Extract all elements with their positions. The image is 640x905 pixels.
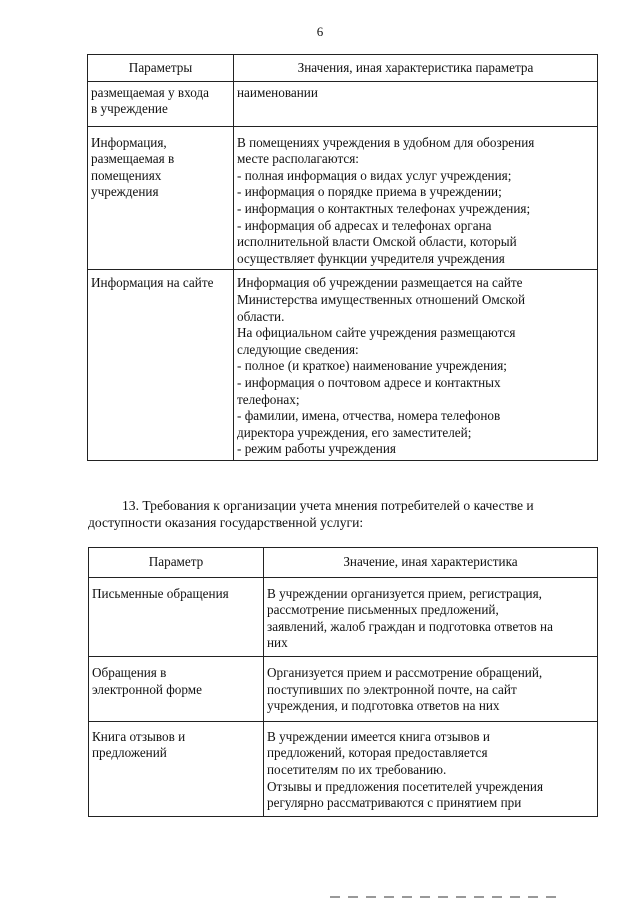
cell-line: Письменные обращения (92, 585, 229, 601)
column-header-parameters: Параметры (88, 55, 234, 82)
cell-line: - режим работы учреждения (237, 441, 396, 457)
cell-line: учреждения, и подготовка ответов на них (267, 698, 500, 714)
value-cell (264, 577, 598, 656)
cell-line: Информация об учреждении размещается на сайте (237, 275, 523, 291)
table-row (89, 721, 598, 816)
cell-line: размещаемая у входа (91, 84, 209, 100)
cell-line: - полная информация о видах услуг учреждения; (237, 167, 512, 183)
column-header-values: Значения, иная характеристика параметра (234, 55, 598, 82)
cell-line: следующие сведения: (237, 341, 359, 357)
cell-line: Организуется прием и рассмотрение обращений, (267, 664, 543, 680)
value-cell (264, 656, 598, 721)
cell-line: - информация о почтовом адресе и контактных (237, 374, 501, 390)
cell-line: В учреждении имеется книга отзывов и (267, 728, 490, 744)
cell-line: посетителям по их требованию. (267, 761, 447, 777)
cell-line: - информация об адресах и телефонах органа (237, 217, 492, 233)
cell-line: электронной форме (92, 681, 202, 697)
value-cell (234, 126, 598, 270)
param-cell (89, 656, 264, 721)
cell-line: телефонах; (237, 391, 300, 407)
param-cell (89, 721, 264, 816)
cell-line: В учреждении организуется прием, регистрация, (267, 585, 542, 601)
paragraph-line: 13. Требования к организации учета мнения потребителей о качестве и (122, 498, 534, 513)
cell-line: На официальном сайте учреждения размещаются (237, 325, 516, 341)
cell-line: В помещениях учреждения в удобном для обозрения (237, 134, 535, 150)
value-cell (264, 721, 598, 816)
cell-line: области. (237, 308, 285, 324)
table-row (88, 81, 598, 126)
param-cell (88, 81, 234, 126)
cell-line: поступивших по электронной почте, на сайт (267, 681, 517, 697)
param-cell (88, 270, 234, 461)
cell-line: - информация о контактных телефонах учреждения; (237, 200, 531, 216)
cell-line: Информация на сайте (91, 275, 214, 291)
cell-line: осуществляет функции учредителя учреждения (237, 250, 505, 266)
section-13-paragraph (88, 497, 598, 531)
cell-line: - информация о порядке приема в учреждении; (237, 184, 502, 200)
cell-line: размещаемая в (91, 151, 175, 167)
table-row (88, 126, 598, 270)
cell-line: в учреждение (91, 101, 168, 117)
cell-line: регулярно рассматриваются с принятием при (267, 795, 522, 811)
cell-line: учреждения (91, 184, 159, 200)
cell-line: Информация, (91, 134, 167, 150)
feedback-table (88, 547, 598, 817)
table-header-row (89, 548, 598, 578)
param-cell (88, 126, 234, 270)
cell-line: Обращения в (92, 664, 167, 680)
param-cell (89, 577, 264, 656)
cell-line: директора учреждения, его заместителей; (237, 424, 472, 440)
table-header-row (88, 55, 598, 82)
cell-line: предложений (92, 745, 167, 761)
cell-line: наименовании (237, 84, 318, 100)
cell-line: - полное (и краткое) наименование учреждения; (237, 358, 507, 374)
value-cell (234, 270, 598, 461)
service-info-table (87, 54, 598, 461)
column-header-parameter: Параметр (89, 548, 264, 578)
cell-line: исполнительной власти Омской области, который (237, 234, 517, 250)
cell-line: месте располагаются: (237, 151, 359, 167)
table-row (88, 270, 598, 461)
paragraph-line: доступности оказания государственной услуги: (88, 515, 364, 530)
cell-line: помещениях (91, 167, 162, 183)
cell-line: Отзывы и предложения посетителей учреждения (267, 778, 544, 794)
value-cell (234, 81, 598, 126)
cell-line: них (267, 635, 288, 651)
scan-artifact (330, 896, 560, 898)
table-row (89, 577, 598, 656)
cell-line: предложений, которая предоставляется (267, 745, 488, 761)
table-row (89, 656, 598, 721)
cell-line: заявлений, жалоб граждан и подготовка ответов на (267, 618, 553, 634)
column-header-value: Значение, иная характеристика (264, 548, 598, 578)
cell-line: Книга отзывов и (92, 728, 186, 744)
page-number: 6 (316, 24, 324, 39)
cell-line: Министерства имущественных отношений Омской (237, 291, 526, 307)
cell-line: - фамилии, имена, отчества, номера телефонов (237, 408, 501, 424)
cell-line: рассмотрение письменных предложений, (267, 602, 499, 618)
